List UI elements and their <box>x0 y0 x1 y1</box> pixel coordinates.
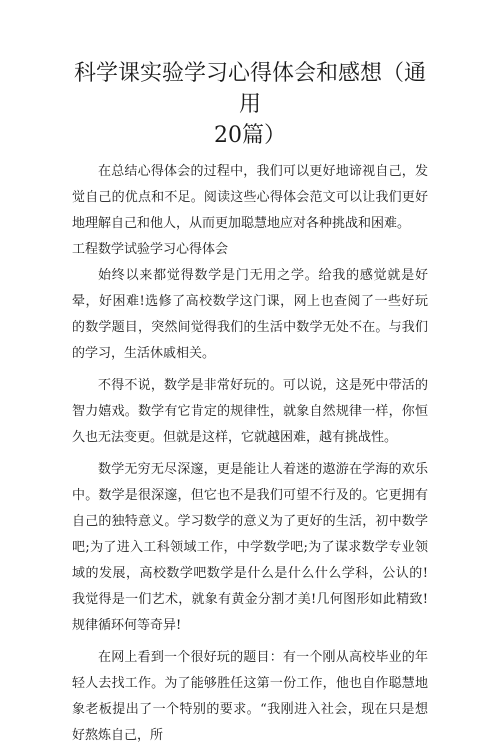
page-title <box>72 58 428 151</box>
body-paragraph-1: 始终以来都觉得数学是门无用之学。给我的感觉就是好晕，好困难!选修了高校数学这门课，网上也查阅了一些好玩的数学题目，突然间觉得我们的生活中数学无处不在。与我们的学习，生活休戚相关。 <box>72 268 428 361</box>
title-line-1: 科学课实验学习心得体会和感想（通用 <box>73 61 426 117</box>
body-paragraph-3: 数学无穷无尽深邃，更是能让人着迷的遨游在学海的欢乐中。数学是很深邃，但它也不是我们可望不行及的。它更拥有自己的独特意义。学习数学的意义为了更好的生活，初中数学吧;为了进入工科领域工作，中学数学吧;为了谋求数学专业领域的发展，高校数学吧数学是什么是什么什么学科，公认的!我觉得是一们艺术，就象有黄金分割才美!几何图形如此精致!规律循环何等奇异! <box>72 462 428 633</box>
section-heading: 工程数学试验学习心得体会 <box>72 242 229 257</box>
title-line-2: 20篇） <box>214 123 286 148</box>
body-paragraph-2: 不得不说，数学是非常好玩的。可以说，这是死中带活的智力嬉戏。数学有它肯定的规律性，就象自然规律一样，你恒久也无法变更。但就是这样，它就越困难，越有挑战性。 <box>72 378 428 445</box>
intro-paragraph: 在总结心得体会的过程中，我们可以更好地谛视自己，发觉自己的优点和不足。阅读这些心得体会范文可以让我们更好地理解自己和他人，从而更加聪慧地应对各种挑战和困难。 <box>72 164 428 231</box>
body-paragraph-4: 在网上看到一个很好玩的题目：有一个刚从高校毕业的年轻人去找工作。为了能够胜任这第一份工作，他也自作聪慧地象老板提出了一个特别的要求。“我刚进入社会，现在只是想好熬炼自己，所 <box>72 650 428 743</box>
